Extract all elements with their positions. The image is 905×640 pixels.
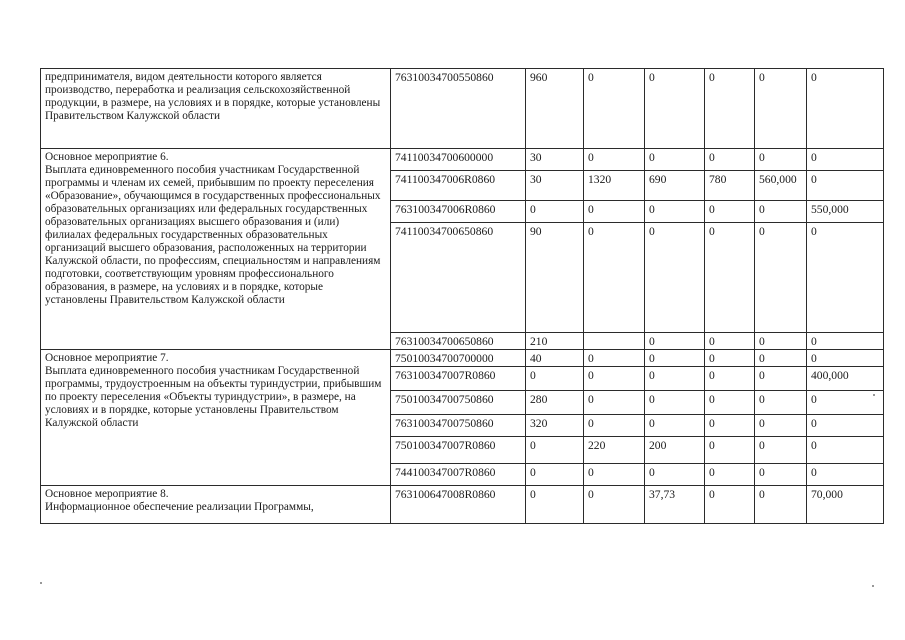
amount-cell: 0 xyxy=(755,415,807,437)
amount-cell: 0 xyxy=(584,415,645,437)
amount-cell: 1320 xyxy=(584,171,645,201)
amount-cell: 0 xyxy=(645,223,705,333)
table-row xyxy=(41,149,884,171)
amount-cell: 0 xyxy=(584,464,645,486)
amount-cell: 0 xyxy=(705,391,755,415)
amount-cell: 30 xyxy=(526,149,584,171)
amount-cell: 40 xyxy=(526,350,584,367)
budget-code-cell: 741100347006R0860 xyxy=(391,171,526,201)
budget-code-cell: 76310034700650860 xyxy=(391,333,526,350)
amount-cell: 0 xyxy=(755,69,807,149)
amount-cell: 90 xyxy=(526,223,584,333)
scan-speck xyxy=(873,394,875,396)
amount-cell: 560,000 xyxy=(755,171,807,201)
amount-cell: 0 xyxy=(807,464,884,486)
amount-cell xyxy=(584,333,645,350)
amount-cell: 0 xyxy=(705,464,755,486)
amount-cell: 0 xyxy=(584,486,645,524)
amount-cell: 0 xyxy=(584,149,645,171)
amount-cell: 0 xyxy=(645,367,705,391)
amount-cell: 0 xyxy=(645,391,705,415)
budget-code-cell: 74110034700650860 xyxy=(391,223,526,333)
amount-cell: 0 xyxy=(705,415,755,437)
amount-cell: 400,000 xyxy=(807,367,884,391)
amount-cell: 780 xyxy=(705,171,755,201)
amount-cell: 550,000 xyxy=(807,201,884,223)
amount-cell: 0 xyxy=(755,149,807,171)
amount-cell: 0 xyxy=(526,201,584,223)
amount-cell: 690 xyxy=(645,171,705,201)
amount-cell: 0 xyxy=(807,149,884,171)
amount-cell: 0 xyxy=(755,367,807,391)
measure-description: Основное мероприятие 6. Выплата единовременного пособия участникам Государственной программы и членам их семей, прибывшим по проекту переселения «Образование», обучающимся в государственных профессиональных образовательных организациях или федеральных государственных образовательных организациях высшего образования и (или) филиалах федеральных государственных образовательных организаций высшего образования, расположенных на территории Калужской области, по профессиям, специальностям и направлениям подготовки, соответствующим уровням профессионального образования, в размере, на условиях и в порядке, которые установлены Правительством Калужской области xyxy=(41,149,391,350)
amount-cell: 200 xyxy=(645,437,705,464)
table-body xyxy=(41,69,884,524)
amount-cell: 0 xyxy=(705,201,755,223)
budget-code-cell: 74110034700600000 xyxy=(391,149,526,171)
amount-cell: 0 xyxy=(526,486,584,524)
table-row xyxy=(41,69,884,149)
amount-cell: 0 xyxy=(705,69,755,149)
budget-code-cell: 763100647008R0860 xyxy=(391,486,526,524)
amount-cell: 30 xyxy=(526,171,584,201)
amount-cell: 0 xyxy=(755,350,807,367)
amount-cell: 0 xyxy=(755,201,807,223)
amount-cell: 210 xyxy=(526,333,584,350)
amount-cell: 0 xyxy=(645,201,705,223)
amount-cell: 0 xyxy=(807,223,884,333)
budget-table xyxy=(40,68,884,524)
budget-code-cell: 76310034700550860 xyxy=(391,69,526,149)
amount-cell: 0 xyxy=(807,171,884,201)
amount-cell: 0 xyxy=(755,223,807,333)
amount-cell: 0 xyxy=(645,464,705,486)
amount-cell: 0 xyxy=(705,437,755,464)
amount-cell: 0 xyxy=(705,223,755,333)
budget-code-cell: 763100347006R0860 xyxy=(391,201,526,223)
amount-cell: 0 xyxy=(705,149,755,171)
budget-code-cell: 763100347007R0860 xyxy=(391,367,526,391)
amount-cell: 0 xyxy=(584,69,645,149)
amount-cell: 0 xyxy=(584,367,645,391)
measure-description: Основное мероприятие 8. Информационное обеспечение реализации Программы, xyxy=(41,486,391,524)
measure-description: Основное мероприятие 7. Выплата единовременного пособия участникам Государственной программы, трудоустроенным на объекты туриндустрии, прибывшим по проекту переселения «Объекты туриндустрии», в размере, на условиях и в порядке, которые установлены Правительством Калужской области xyxy=(41,350,391,486)
amount-cell: 0 xyxy=(526,367,584,391)
amount-cell: 0 xyxy=(584,201,645,223)
amount-cell: 0 xyxy=(584,391,645,415)
amount-cell: 0 xyxy=(584,350,645,367)
scan-speck xyxy=(872,585,874,587)
amount-cell: 0 xyxy=(807,350,884,367)
amount-cell: 0 xyxy=(645,350,705,367)
amount-cell: 37,73 xyxy=(645,486,705,524)
amount-cell: 0 xyxy=(584,223,645,333)
scan-speck xyxy=(40,582,42,584)
budget-code-cell: 750100347007R0860 xyxy=(391,437,526,464)
amount-cell: 0 xyxy=(807,391,884,415)
amount-cell: 0 xyxy=(755,437,807,464)
amount-cell: 0 xyxy=(705,333,755,350)
amount-cell: 320 xyxy=(526,415,584,437)
budget-code-cell: 744100347007R0860 xyxy=(391,464,526,486)
table-row xyxy=(41,486,884,524)
amount-cell: 960 xyxy=(526,69,584,149)
amount-cell: 0 xyxy=(807,69,884,149)
table-row xyxy=(41,350,884,367)
amount-cell: 0 xyxy=(526,437,584,464)
amount-cell: 0 xyxy=(645,333,705,350)
budget-code-cell: 75010034700750860 xyxy=(391,391,526,415)
amount-cell: 0 xyxy=(755,486,807,524)
amount-cell: 0 xyxy=(755,391,807,415)
budget-code-cell: 76310034700750860 xyxy=(391,415,526,437)
amount-cell: 0 xyxy=(755,464,807,486)
amount-cell: 0 xyxy=(705,367,755,391)
amount-cell: 280 xyxy=(526,391,584,415)
measure-description: предпринимателя, видом деятельности которого является производство, переработка и реализация сельскохозяйственной продукции, в размере, на условиях и в порядке, которые установлены Правительством Калужской области xyxy=(41,69,391,149)
budget-code-cell: 75010034700700000 xyxy=(391,350,526,367)
amount-cell: 220 xyxy=(584,437,645,464)
amount-cell: 70,000 xyxy=(807,486,884,524)
amount-cell: 0 xyxy=(645,69,705,149)
amount-cell: 0 xyxy=(705,486,755,524)
amount-cell: 0 xyxy=(807,333,884,350)
amount-cell: 0 xyxy=(755,333,807,350)
amount-cell: 0 xyxy=(807,437,884,464)
amount-cell: 0 xyxy=(526,464,584,486)
amount-cell: 0 xyxy=(807,415,884,437)
amount-cell: 0 xyxy=(645,149,705,171)
amount-cell: 0 xyxy=(645,415,705,437)
amount-cell: 0 xyxy=(705,350,755,367)
